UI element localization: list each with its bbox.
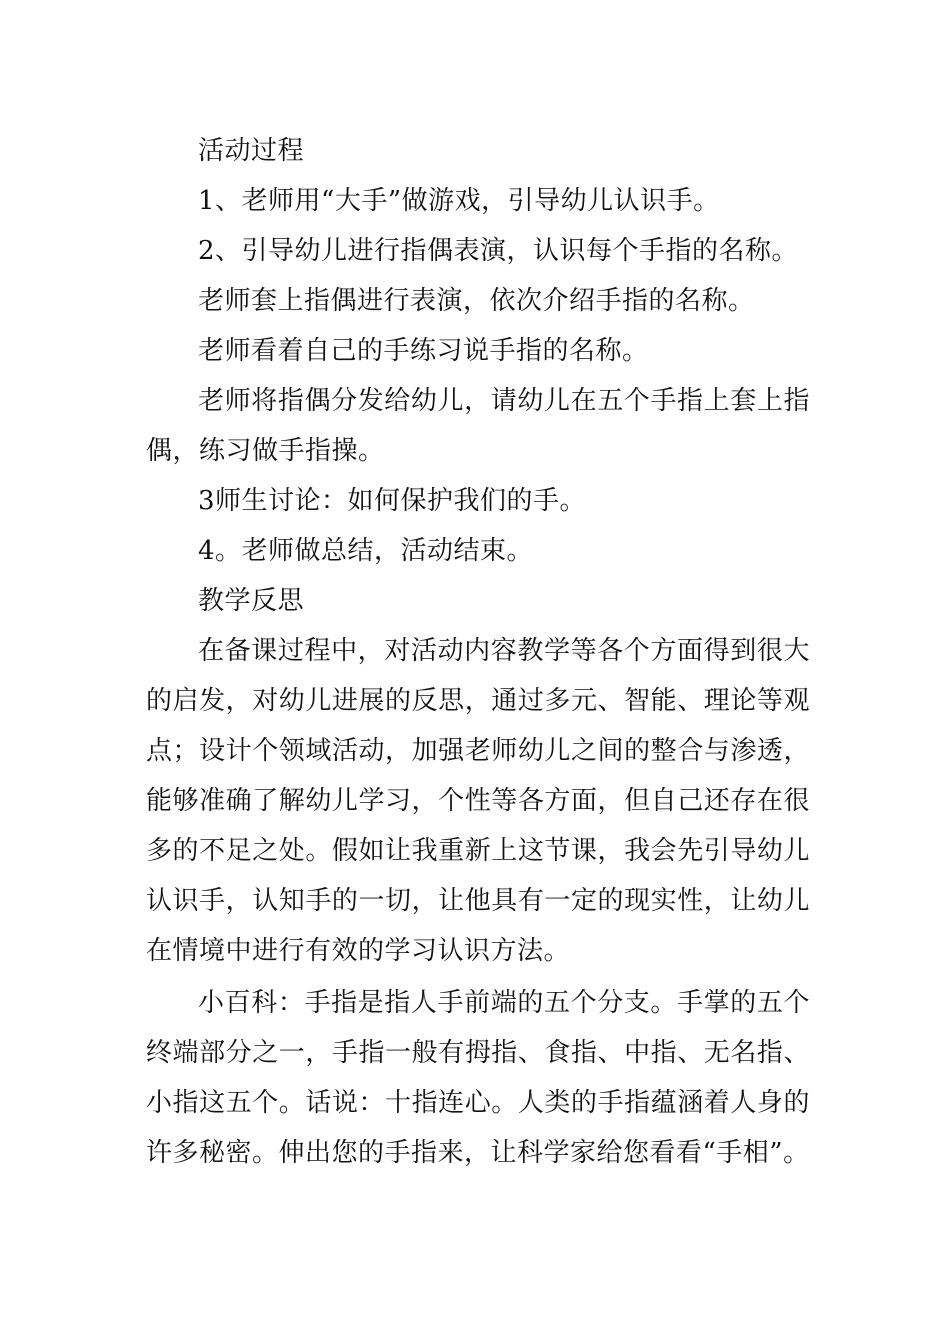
step-2-detail-3: 老师将指偶分发给幼儿，请幼儿在五个手指上套上指偶，练习做手指操。 <box>146 386 810 466</box>
reflection-paragraph: 在备课过程中，对活动内容教学等各个方面得到很大的启发，对幼儿进展的反思，通过多元、智能、理论等观点；设计个领域活动，加强老师幼儿之间的整合与渗透，能够准确了解幼儿学习，个性等各方面，但自己还存在很多的不足之处。假如让我重新上这节课，我会先引导幼儿认识手，认知手的一切，让他具有一定的现实性，让幼儿在情境中进行有效的学习认识方法。 <box>146 636 810 966</box>
step-3-paragraph: 3师生讨论：如何保护我们的手。 <box>198 486 587 516</box>
step-2-paragraph: 2、引导幼儿进行指偶表演，认识每个手指的名称。 <box>198 236 799 266</box>
step-2-detail-2: 老师看着自己的手练习说手指的名称。 <box>198 336 649 366</box>
step-1-paragraph: 1、老师用“大手”做游戏，引导幼儿认识手。 <box>198 186 720 216</box>
step-2-detail-1: 老师套上指偶进行表演，依次介绍手指的名称。 <box>198 286 755 316</box>
document-body <box>146 126 810 1178</box>
section-heading-teaching-reflection: 教学反思 <box>198 586 305 616</box>
step-4-paragraph: 4。老师做总结，活动结束。 <box>198 536 534 566</box>
encyclopedia-paragraph: 小百科：手指是指人手前端的五个分支。手掌的五个终端部分之一，手指一般有拇指、食指、中指、无名指、小指这五个。话说：十指连心。人类的手指蕴涵着人身的许多秘密。伸出您的手指来，让科学家给您看看“手相”。 <box>146 988 810 1168</box>
section-heading-activity-process: 活动过程 <box>198 136 305 166</box>
